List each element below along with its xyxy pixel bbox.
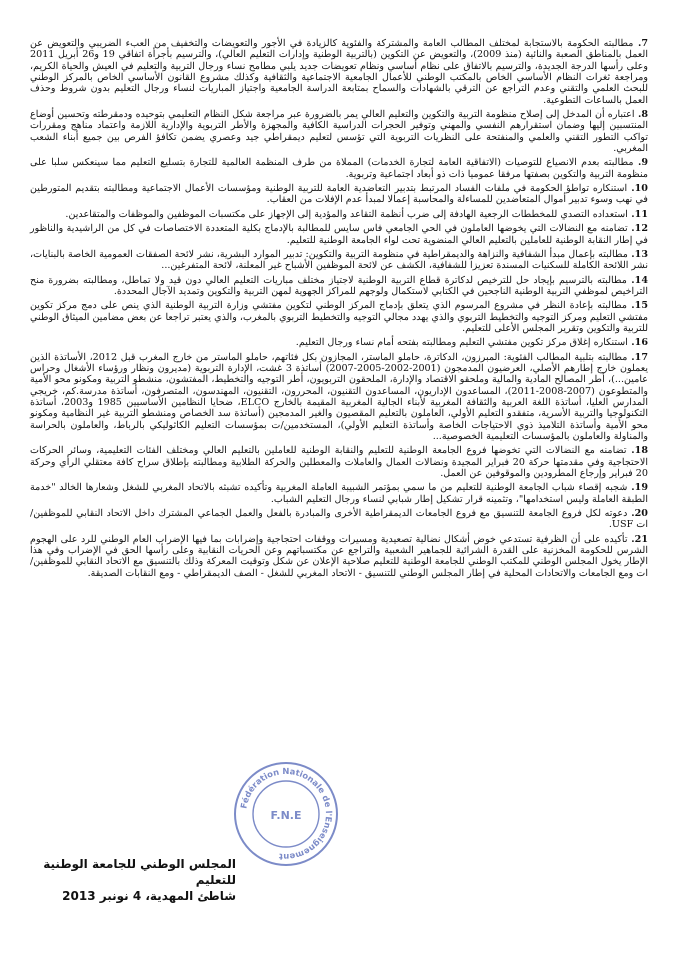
- statement-item: 10 . استنكاره تواطؤ الحكومة في ملفات الفساد المرتبط بتدبير التعاضدية العامة للتربية الوطنية ومؤسسات الأعمال الاجتماعية ومطالبته بتقديم المتورطين في نهب وسوء تدبير أموال المتعاضدين للمساءلة والمحاسبة إعمالا لمبدأ عدم الإفلات من العقاب.: [30, 183, 648, 206]
- signature-block: [0, 856, 236, 904]
- statement-item: 9 . مطالبته بعدم الانصياع للتوصيات (الاتفاقية العامة لتجارة الخدمات) المملاة من طرف المنظمة العالمية للتجارة بتسليع التعليم مما سينعكس سلبا على منظومة التربية والتكوين بصفتها مرفقا عموميا ذات ذو أبعاد اجتماعية وتربوية.: [30, 157, 648, 180]
- statement-item: 8 . اعتباره أن المدخل إلى إصلاح منظومة التربية والتكوين والتعليم العالي يمر بالضرورة عبر مراجعة شكل النظام التعليمي بتوحيده ودمقرطته وتحسين أوضاع المنتسبين إليها وضمان استقرارهم النفسي والمهني وتوفير الحجرات الدراسية الكافية والمجهزة والأطر التربوية والإدارية اللازمة واعتماد مناهج ومقررات تواكب التطور التقني والعلمي والمنفتحة على النظريات التربوية التي تؤسس لتعليم ديمقراطي جيد وعصري يضمن تكافؤ الفرص بين جميع أبناء الشعب المغربي.: [30, 109, 648, 154]
- seal-center-text: F.N.E: [270, 809, 302, 822]
- statement-item: 19 . شجبه إقصاء شباب الجامعة الوطنية للتعليم من ما سمي بمؤتمر الشبيبة العاملة المغربية وتأكيده تشبثه بالاتحاد المغربي للشغل وشعارها الخالد "خدمة الطبقة العاملة وليس استخدامها"، وتثمينه قرار تشكيل إطار شبابي لنساء ورجال التعليم الشباب.: [30, 482, 648, 505]
- statement-item: 20 . دعوته لكل فروع الجامعة للتنسيق مع فروع الجامعات الديمقراطية الأخرى والمبادرة بالفعل والعمل الجماعي المشترك داخل الاتحاد النقابي للموظفين/ات USF.: [30, 508, 648, 531]
- statement-item: 21 . تأكيده على أن الظرفية تستدعي خوض أشكال نضالية تصعيدية ومسيرات ووقفات احتجاجية وإضرابات بما فيها الإضراب العام الوطني للرد على الهجوم الشرس للحكومة المخزنية على القدرة الشرائية للجماهير الشعبية والتراجع عن مكتسباتهم وعن الحريات النقابية وعلى رأسها الحق في الإضراب وفي هذا الإطار يخول المجلس الوطني للمكتب الوطني للجامعة الوطنية للتعليم صلاحية الإعلان عن شكل وتوقيت المعركة وذلك بالتنسيق مع الاتحاد النقابي للموظفين/ات ومع الجامعات والاتحادات المحلية في إطار المجلس الوطني للتنسيق - الاتحاد المغربي للشغل - الصف الديمقراطي - ومع النقابات الصديقة.: [30, 534, 648, 579]
- statement-item: 12 . تضامنه مع النضالات التي يخوضها العاملون في الحي الجامعي فاس سايس للمطالبة بالإدماج بكلية المتعددة الاختصاصات في كل من الراشيدية والناظور في إطار النقابة الوطنية للعاملين بالتعليم العالي المنضوية تحت لواء الجامعة الوطنية للتعليم.: [30, 223, 648, 246]
- statement-item: 16 . استنكاره إغلاق مركز تكوين مفتشي التعليم ومطالبته بفتحه أمام نساء ورجال التعليم.: [30, 337, 648, 348]
- statement-item: 13 . مطالبته بإعمال مبدأ الشفافية والنزاهة والديمقراطية في منظومة التربية والتكوين: تدبير الموارد البشرية، نشر لائحة الصفقات العمومية الخاصة بالبنايات، نشر اللائحة الكاملة للسكنيات المسندة تعزيزا للشفافية، الكشف عن لائحة الموظفين الأشباح غير المعلنة، لائحة المتفرغين...: [30, 249, 648, 272]
- seal-outer-text: Fédération Nationale de l'Enseignement: [238, 765, 335, 863]
- union-seal-stamp: [232, 760, 340, 868]
- statement-item: 14 . مطالبته بالترسيم بإيجاد حل للترخيص لدكاترة قطاع التربية الوطنية لاجتياز مختلف مباريات التعليم العالي دون قيد ولا تماطل، ومطالبته بضرورة منح التراخيص لموظفي التربية الوطنية الناجحين في الكتابي لاستكمال ولوجهم للمراكز الجهوية لمهن التربية والتكوين وتمديد الآجال المحددة.: [30, 275, 648, 298]
- statement-item: 17 . مطالبته بتلبية المطالب الفئوية: المبرزون، الدكاترة، حاملو الماستر، المجازون بكل فئاتهم، حاملو الماستر من خارج المغرب قبل 2012، الأساتذة الذين يعملون خارج إطارهم الأصلي، العرضيون المدمجون (2001-2002-2005-2007) أساتذة 3 غشت، الإدارة التربوية (مديرون ونظار ورؤساء الأشغال وحراس عامين...)، أطر المصالح المادية والمالية وملحقو الاقتصاد والإدارة، الملحقون التربويون، أطر التوجيه والتخطيط، المفتشون، منشطو التربية ومكونو محو الأمية والمتطوعون (2007-2008-2011)، المساعدون الإداريون، المساعدون التقنيون، المحررون، التقنيون، المهندسون، المتصرفون، أساتذة مدرسة.كم، خريجي المدارس العليا، أساتذة اللغة العربية والثقافة المغربية لأبناء الجالية المغربية المقيمة بالخارج ELCO، ضحايا النظامين الأساسيين 1985 و2003، أساتذة التكنولوجيا والتربية الأسرية، متفقدو التعليم الأولي، العاملون بالتعليم المقصيون والغير المدمجين (أساتذة سد الخصاص ومنشطو التربية غير النظامية ومكونو محو الأمية وأساتذة التلاميذ ذوي الاحتياجات الخاصة وأساتذة التعليم الأولي)، المستخدمين/ت بمؤسسات التعليم الكاثوليكي بالرباط، والعاملون بالحراسة والمناولة والعاملون بالمؤسسات التعليمية الخصوصية...: [30, 352, 648, 443]
- statement-item: 7 . مطالبته الحكومة بالاستجابة لمختلف المطالب العامة والمشتركة والفئوية كالزيادة في الأجور والتعويضات والتخفيف من العبء الضريبي والتعويض عن العمل بالمناطق الصعبة والنائية (منذ 2009)، والتعويض عن التكوين (بالتربية الوطنية وإدارات التعليم العالي)، والترسيم بأجرأة اتفاقي 19 و26 أبريل 2011 وعلى رأسها الدرجة الجديدة، والترسيم بالاتفاق على نظام أساسي ونظام تعويضات جديد يلبي مطامح نساء ورجال التربية والتعليم في العيش والحياة الكريم، ومراجعة ثغرات النظام الأساسي الخاص بالمكتب الوطني للأعمال الجامعية الاجتماعية والثقافية وكذلك مشروع القانون الأساسي الخاص بالمركز الوطني للبحث العلمي والتقني وعدم التراجع عن الترقي بالشهادات والسماح بمتابعة الدراسة الجامعية واجتياز المباريات لنساء ورجال التعليم بدون شروط وحذف العمل بالساعات التطوعية.: [30, 38, 648, 106]
- statement-item: 11 . استعداده التصدي للمخططات الرجعية الهادفة إلى ضرب أنظمة التقاعد والمؤدية إلى الإجهاز على مكتسبات الموظفين والموظفات والمتقاعدين.: [30, 209, 648, 220]
- place-and-date: شاطئ المهدية، 4 نونبر 2013: [62, 889, 236, 903]
- statement-item: 18 . تضامنه مع النضالات التي تخوضها فروع الجامعة الوطنية للتعليم والنقابة الوطنية للعاملين بالتعليم العالي ومختلف الفئات التعليمية، وسائر الحركات الاحتجاجية وفي مقدمتها حركة 20 فبراير المجيدة ونضالات العمال والعاملات والمعطلين والحركة الطلابية ومطالبته بإطلاق سراح كافة معتقلي الرأي وحركة 20 فبراير وإرجاع المطرودين والموقوفين عن العمل.: [30, 445, 648, 479]
- signatory-org: المجلس الوطني للجامعة الوطنية للتعليم: [43, 857, 236, 887]
- statement-body: [30, 38, 648, 582]
- statement-item: 15 . مطالبته بإعادة النظر في مشروع المرسوم الذي يتعلق بإدماج المركز الوطني لتكوين مفتشي وزارة التربية الوطنية الذي ينص على دمج مركز تكوين مفتشي التعليم ومركز التوجيه والتخطيط التربوي والذي يهدد مجالي التوجيه والتخطيط التربوي بالمغرب، والذي يعتبر تراجعا عن بعض مضامين الميثاق الوطني للتربية والتكوين وتقرير المجلس الأعلى للتعليم.: [30, 300, 648, 334]
